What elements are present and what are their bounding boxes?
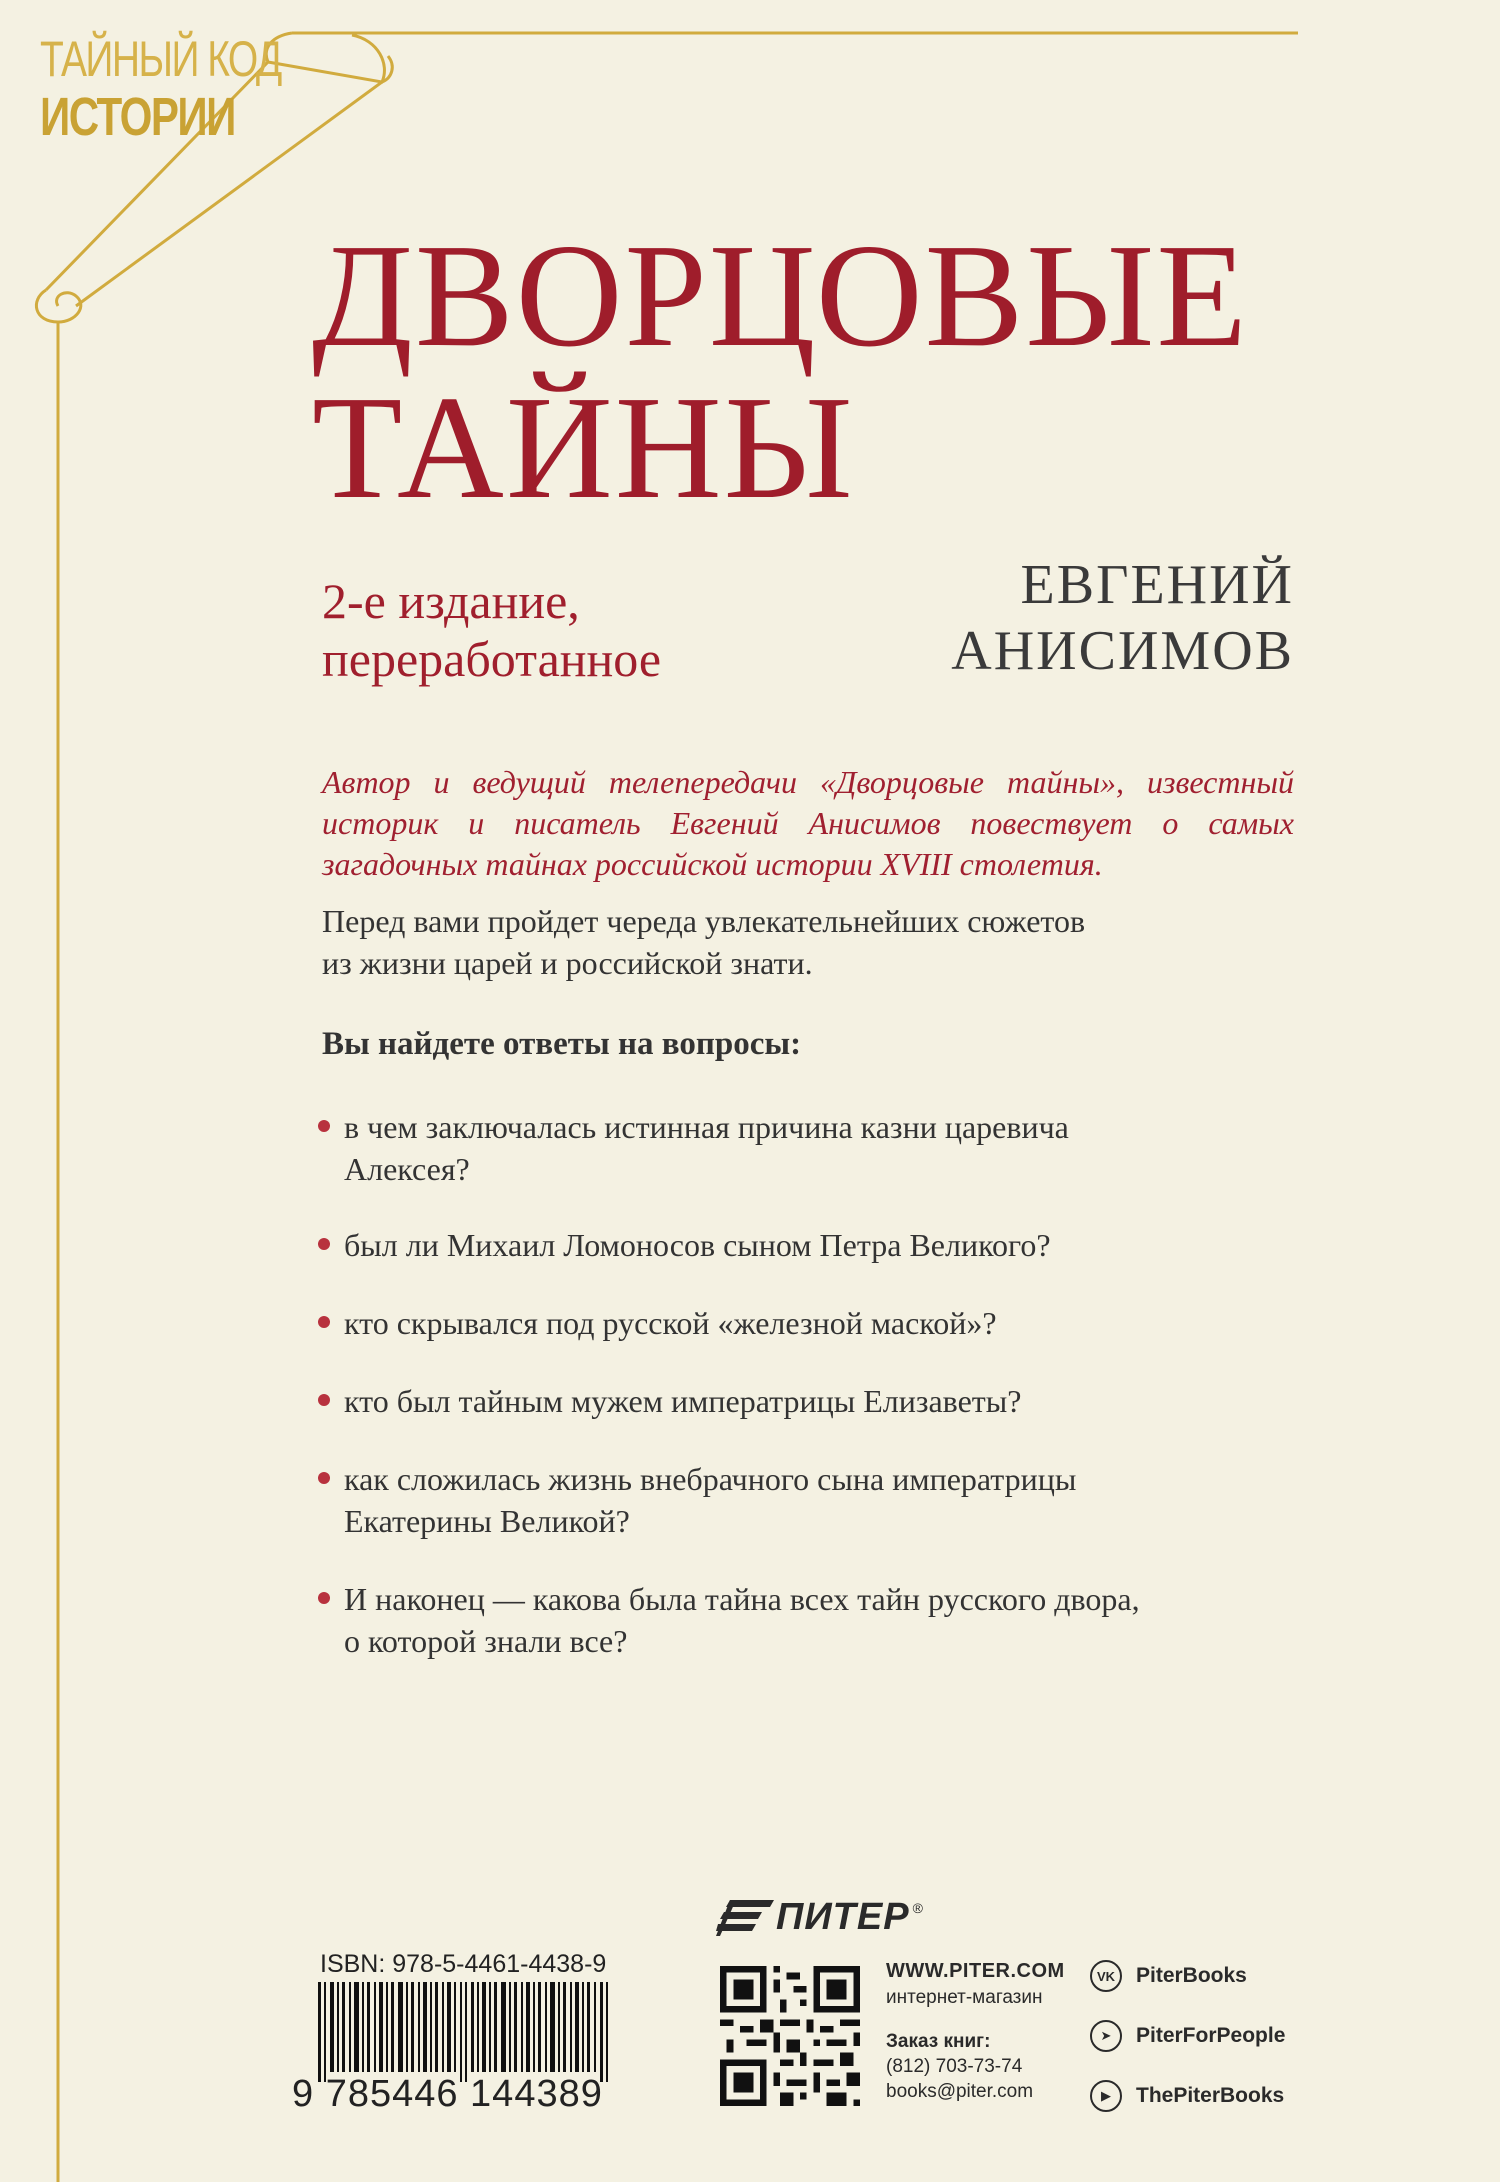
series-logo	[40, 31, 349, 147]
edition-line2: переработанное	[322, 631, 662, 687]
list-item	[318, 1578, 1318, 1662]
lead-paragraph	[322, 762, 1294, 885]
shop-label: интернет-магазин	[886, 1987, 1043, 2008]
telegram-icon: ➤	[1090, 2020, 1122, 2052]
author-name	[951, 552, 1294, 684]
social-name: ThePiterBooks	[1136, 2084, 1285, 2107]
publisher-contacts	[886, 1960, 1065, 2103]
list-item	[318, 1380, 1318, 1422]
question-line: был ли Михаил Ломоносов сыном Петра Великого?	[344, 1227, 1051, 1263]
order-label: Заказ книг:	[886, 2031, 991, 2052]
lead-line1: Автор и ведущий телепередачи «Дворцовые тайны», известный	[322, 764, 1294, 800]
barcode-icon	[316, 1982, 616, 2082]
email-address: books@piter.com	[886, 2081, 1034, 2102]
intro-line1: Перед вами пройдет череда увлекательнейших сюжетов	[322, 903, 1086, 939]
social-name: PiterBooks	[1136, 1964, 1247, 1987]
social-links	[1090, 1958, 1285, 2138]
edition-line1: 2-е издание,	[322, 573, 580, 629]
bullet-icon	[318, 1472, 330, 1484]
title-line2: ТАЙНЫ	[312, 366, 855, 530]
bullet-icon	[318, 1394, 330, 1406]
youtube-icon: ▶	[1090, 2080, 1122, 2112]
question-line: кто скрывался под русской «железной маской»?	[344, 1305, 997, 1341]
author-last: АНИСИМОВ	[951, 620, 1294, 682]
registered-icon: ®	[912, 1900, 923, 1916]
author-first: ЕВГЕНИЙ	[1020, 554, 1294, 616]
isbn-label: ISBN: 978-5-4461-4438-9	[320, 1950, 607, 1978]
lead-line2: историк и писатель Евгений Анисимов повествует о самых	[322, 805, 1294, 841]
book-title	[312, 214, 1249, 530]
intro-paragraph	[322, 900, 1322, 984]
lead-line3: загадочных тайнах российской истории XVIII столетия.	[322, 846, 1103, 882]
social-item-telegram	[1090, 2018, 1285, 2054]
bullet-icon	[318, 1316, 330, 1328]
list-item	[318, 1458, 1318, 1542]
social-item-vk	[1090, 1958, 1285, 1994]
questions-heading: Вы найдете ответы на вопросы:	[322, 1026, 802, 1062]
question-line: как сложилась жизнь внебрачного сына императрицы	[344, 1461, 1077, 1497]
publisher-name: ПИТЕР	[776, 1896, 910, 1938]
barcode-digits: 9 785446 144389	[292, 2073, 603, 2115]
qr-code-icon	[720, 1966, 860, 2106]
series-line1: ТАЙНЫЙ КОД	[40, 31, 281, 87]
list-item	[318, 1302, 1318, 1344]
list-item	[318, 1224, 1318, 1266]
intro-line2: из жизни царей и российской знати.	[322, 945, 813, 981]
bullet-icon	[318, 1238, 330, 1250]
piter-logo-icon	[716, 1898, 774, 1938]
website-link: WWW.PITER.COM	[886, 1960, 1065, 1982]
title-line1: ДВОРЦОВЫЕ	[312, 214, 1249, 378]
series-line2: ИСТОРИИ	[40, 87, 235, 147]
question-line: о которой знали все?	[344, 1623, 628, 1659]
question-line: в чем заключалась истинная причина казни царевича	[344, 1109, 1069, 1145]
phone-number: (812) 703-73-74	[886, 2056, 1023, 2077]
bullet-icon	[318, 1120, 330, 1132]
question-line: Алексея?	[344, 1151, 470, 1187]
publisher-logo	[716, 1896, 923, 1939]
question-line: Екатерины Великой?	[344, 1503, 630, 1539]
social-item-youtube	[1090, 2078, 1285, 2114]
bullet-icon	[318, 1592, 330, 1604]
question-line: И наконец — какова была тайна всех тайн русского двора,	[344, 1581, 1140, 1617]
question-line: кто был тайным мужем императрицы Елизаветы?	[344, 1383, 1022, 1419]
vk-icon: VK	[1090, 1960, 1122, 1992]
social-name: PiterForPeople	[1136, 2024, 1286, 2047]
list-item	[318, 1106, 1318, 1190]
edition-label	[322, 572, 661, 688]
